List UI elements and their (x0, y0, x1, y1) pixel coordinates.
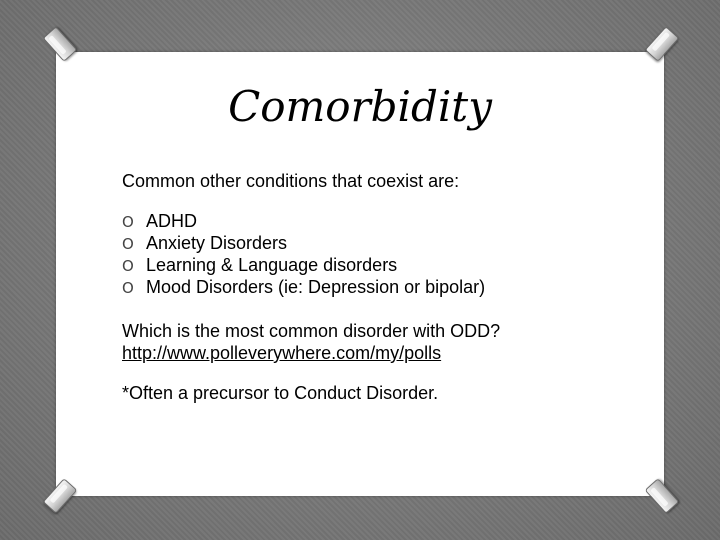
slide-title: Comorbidity (228, 82, 492, 131)
bullet-icon: O (122, 235, 134, 253)
conditions-list (122, 210, 642, 298)
bullet-icon: O (122, 213, 134, 231)
poll-link[interactable]: http://www.polleverywhere.com/my/polls (122, 343, 442, 363)
bullet-icon: O (122, 279, 134, 297)
slide-card (56, 52, 664, 496)
list-item-text: Learning & Language disorders (146, 255, 398, 275)
list-item (122, 232, 642, 254)
list-item-text: Mood Disorders (ie: Depression or bipolar) (146, 277, 486, 297)
intro-text: Common other conditions that coexist are: (122, 171, 460, 191)
question-text: Which is the most common disorder with ODD? (122, 321, 501, 341)
slide-content (122, 170, 642, 404)
bullet-icon: O (122, 257, 134, 275)
list-item-text: ADHD (146, 211, 198, 231)
list-item (122, 254, 642, 276)
list-item (122, 210, 642, 232)
list-item (122, 276, 642, 298)
note-text: *Often a precursor to Conduct Disorder. (122, 383, 439, 403)
list-item-text: Anxiety Disorders (146, 233, 288, 253)
